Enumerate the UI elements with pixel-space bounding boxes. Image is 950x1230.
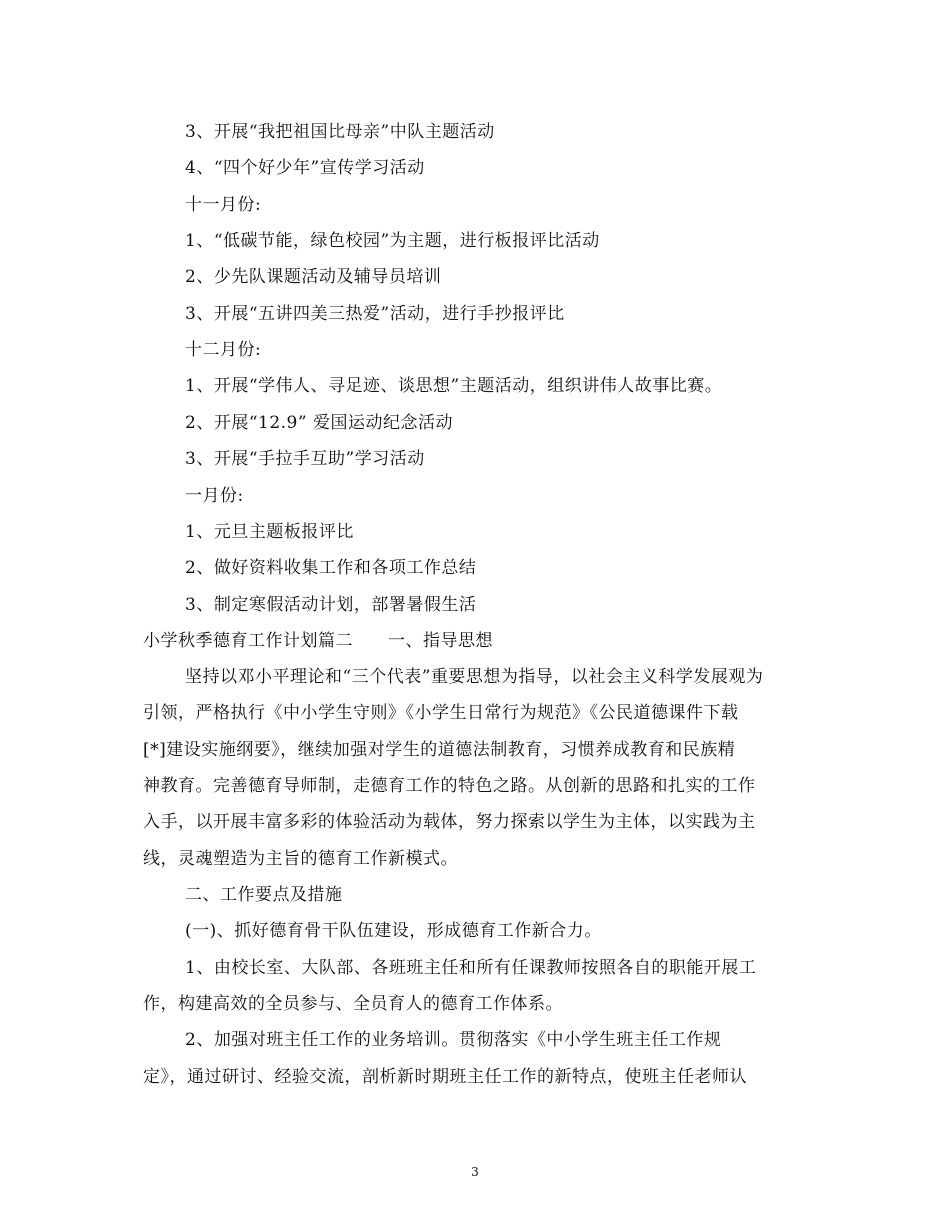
text-line: 1、元旦主题板报评比 (185, 522, 354, 542)
subheading: 二、工作要点及措施 (185, 885, 343, 905)
text-line: 3、开展“五讲四美三热爱”活动，进行手抄报评比 (185, 304, 565, 324)
section-heading: 小学秋季德育工作计划篇二 一、指导思想 (143, 631, 493, 651)
text-line: 4、“四个好少年”宣传学习活动 (185, 158, 425, 178)
text-line: (一)、抓好德育骨干队伍建设，形成德育工作新合力。 (185, 921, 602, 941)
paragraph-line: 定》，通过研讨、经验交流，剖析新时期班主任工作的新特点，使班主任老师认 (143, 1067, 747, 1087)
paragraph-line: 2、加强对班主任工作的业务培训。贯彻落实《中小学生班主任工作规 (185, 1030, 722, 1050)
page-number: 3 (471, 1165, 479, 1179)
text-line: 3、开展“手拉手互助”学习活动 (185, 449, 425, 469)
text-line: 十一月份: (185, 195, 262, 215)
paragraph-line: 入手，以开展丰富多彩的体验活动为载体，努力探索以学生为主体，以实践为主 (143, 812, 756, 832)
text-line: 2、少先队课题活动及辅导员培训 (185, 267, 442, 287)
paragraph-line: [*]建设实施纲要》，继续加强对学生的道德法制教育，习惯养成教育和民族精 (143, 740, 736, 760)
text-line: 1、开展“学伟人、寻足迹、谈思想”主题活动，组织讲伟人故事比赛。 (185, 376, 723, 396)
paragraph-line: 线，灵魂塑造为主旨的德育工作新模式。 (143, 849, 458, 869)
paragraph-line: 神教育。完善德育导师制，走德育工作的特色之路。从创新的思路和扎实的工作 (143, 776, 756, 796)
text-line: 1、“低碳节能，绿色校园”为主题，进行板报评比活动 (185, 231, 600, 251)
text-line: 3、制定寒假活动计划，部署暑假生活 (185, 595, 477, 615)
paragraph-line: 引领，严格执行《中小学生守则》《小学生日常行为规范》《公民道德课件下载 (143, 703, 739, 723)
text-line: 十二月份: (185, 340, 262, 360)
text-line: 一月份: (185, 486, 244, 506)
paragraph-line: 坚持以邓小平理论和“三个代表”重要思想为指导，以社会主义科学发展观为 (185, 667, 764, 687)
paragraph-line: 作，构建高效的全员参与、全员育人的德育工作体系。 (143, 994, 563, 1014)
text-line: 3、开展“我把祖国比母亲”中队主题活动 (185, 122, 495, 142)
paragraph-line: 1、由校长室、大队部、各班班主任和所有任课教师按照各自的职能开展工 (185, 958, 757, 978)
text-line: 2、开展“12.9” 爱国运动纪念活动 (185, 413, 453, 433)
text-line: 2、做好资料收集工作和各项工作总结 (185, 558, 477, 578)
